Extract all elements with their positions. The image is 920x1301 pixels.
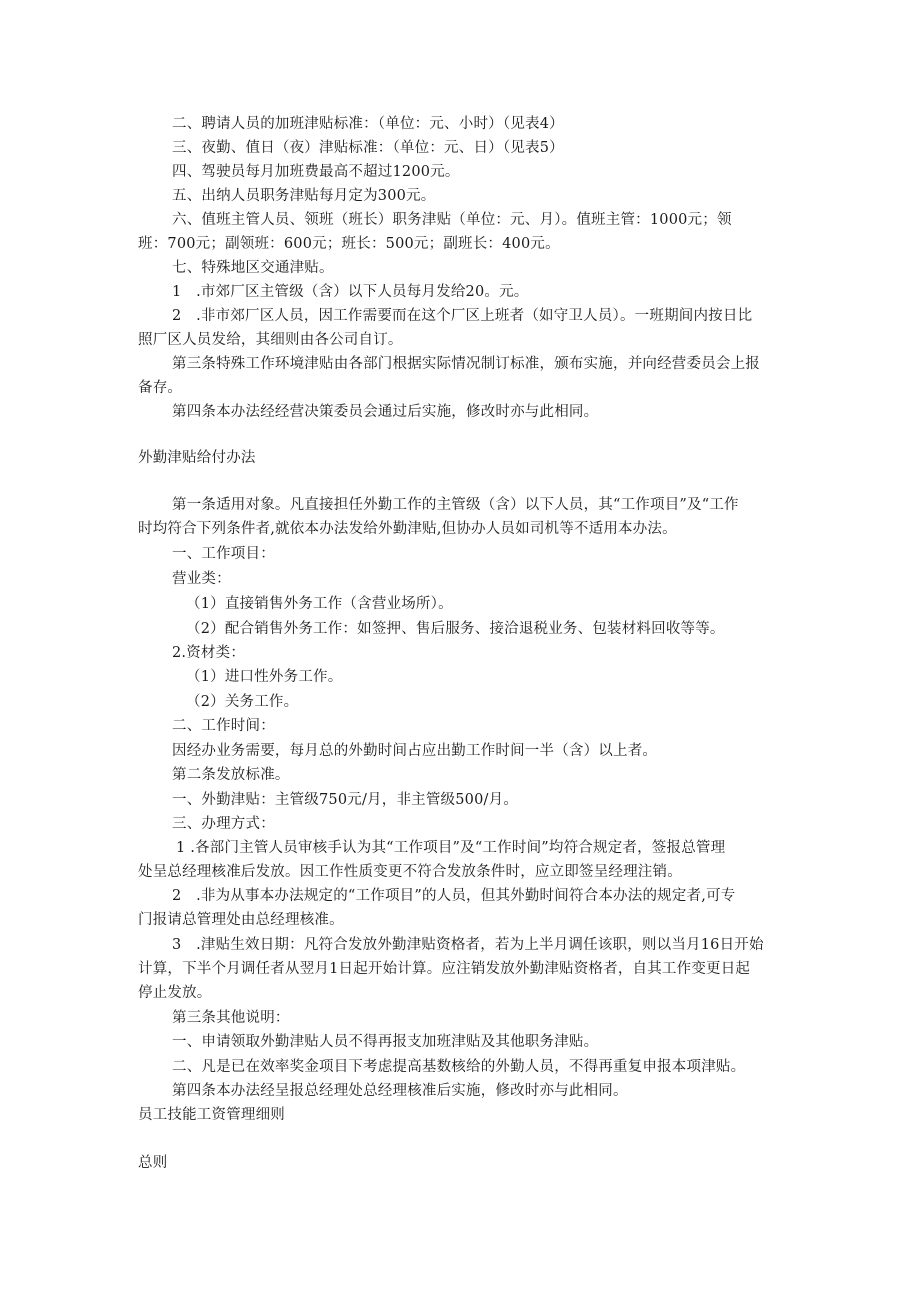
- paragraph-line: 四、驾驶员每月加班费最高不超过1200元。: [172, 164, 460, 180]
- paragraph-line: 三、办理方式：: [172, 816, 275, 832]
- paragraph-line: 1 .各部门主管人员审核手认为其“工作项目”及“工作时间”均符合规定者，签报总管理: [176, 840, 726, 856]
- paragraph-line: 营业类：: [172, 571, 231, 587]
- paragraph-line: 停止发放。: [138, 985, 212, 1001]
- paragraph-line: 2 .非为从事本办法规定的“工作项目”的人员，但其外勤时间符合本办法的规定者,可专: [172, 888, 736, 904]
- section-subtitle: 总则: [138, 1155, 168, 1171]
- paragraph-line: （1）进口性外务工作。: [186, 669, 343, 685]
- paragraph-line: 第三条特殊工作环境津贴由各部门根据实际情况制订标准，颁布实施，并向经营委员会上报: [172, 356, 760, 372]
- paragraph-line: 班：700元；副领班：600元；班长：500元；副班长：400元。: [138, 236, 560, 252]
- paragraph-line: 计算，下半个月调任者从翌月1日起开始计算。应注销发放外勤津贴资格者，自其工作变更日起: [138, 961, 751, 977]
- paragraph-line: 3 .津贴生效日期：凡符合发放外勤津贴资格者，若为上半月调任该职，则以当月16日开始: [172, 937, 764, 953]
- paragraph-line: 一、外勤津贴：主管级750元/月，非主管级500/月。: [172, 792, 519, 808]
- paragraph-line: 二、工作时间：: [172, 718, 275, 734]
- paragraph-line: 一、申请领取外勤津贴人员不得再报支加班津贴及其他职务津贴。: [172, 1034, 599, 1050]
- section-title: 员工技能工资管理细则: [138, 1107, 285, 1123]
- paragraph-line: 备存。: [138, 380, 183, 396]
- paragraph-line: 2 .非市郊厂区人员，因工作需要而在这个厂区上班者（如守卫人员）。一班期间内按日比: [172, 308, 753, 324]
- paragraph-line: 照厂区人员发给，其细则由各公司自订。: [138, 332, 403, 348]
- paragraph-line: 五、出纳人员职务津贴每月定为300元。: [172, 188, 436, 204]
- paragraph-line: 2.资材类：: [172, 645, 246, 661]
- section-title: 外勤津贴给付办法: [138, 450, 256, 466]
- paragraph-line: 二、聘请人员的加班津贴标准：（单位：元、小时）（见表4）: [172, 116, 564, 132]
- paragraph-line: 处呈总经理核准后发放。因工作性质变更不符合发放条件时，应立即签呈经理注销。: [138, 864, 682, 880]
- paragraph-line: （2）关务工作。: [186, 694, 299, 710]
- paragraph-line: 二、凡是已在效率奖金项目下考虑提高基数核给的外勤人员，不得再重复申报本项津贴。: [172, 1059, 746, 1075]
- paragraph-line: 第四条本办法经经营决策委员会通过后实施，修改时亦与此相同。: [172, 404, 599, 420]
- paragraph-line: 六、值班主管人员、领班（班长）职务津贴（单位：元、月）。值班主管：1000元；领: [172, 212, 732, 228]
- paragraph-line: 第三条其他说明：: [172, 1010, 290, 1026]
- paragraph-line: 1 .市郊厂区主管级（含）以下人员每月发给20。元。: [172, 284, 529, 300]
- paragraph-line: 七、特殊地区交通津贴。: [172, 260, 334, 276]
- paragraph-line: 第一条适用对象。凡直接担任外勤工作的主管级（含）以下人员，其“工作项目”及“工作: [172, 497, 739, 513]
- paragraph-line: 门报请总管理处由总经理核准。: [138, 912, 344, 928]
- paragraph-line: 第四条本办法经呈报总经理处总经理核准后实施，修改时亦与此相同。: [172, 1083, 628, 1099]
- paragraph-line: 因经办业务需要，每月总的外勤时间占应出勤工作时间一半（含）以上者。: [172, 743, 658, 759]
- paragraph-line: 第二条发放标准。: [172, 767, 290, 783]
- paragraph-line: （2）配合销售外务工作：如签押、售后服务、接洽退税业务、包装材料回收等等。: [186, 621, 725, 637]
- paragraph-line: 三、夜勤、值日（夜）津贴标准：（单位：元、日）（见表5）: [172, 140, 564, 156]
- paragraph-line: （1）直接销售外务工作（含营业场所）。: [186, 596, 453, 612]
- paragraph-line: 时均符合下列条件者,就依本办法发给外勤津贴,但协办人员如司机等不适用本办法。: [138, 521, 677, 537]
- paragraph-line: 一、工作项目：: [172, 546, 275, 562]
